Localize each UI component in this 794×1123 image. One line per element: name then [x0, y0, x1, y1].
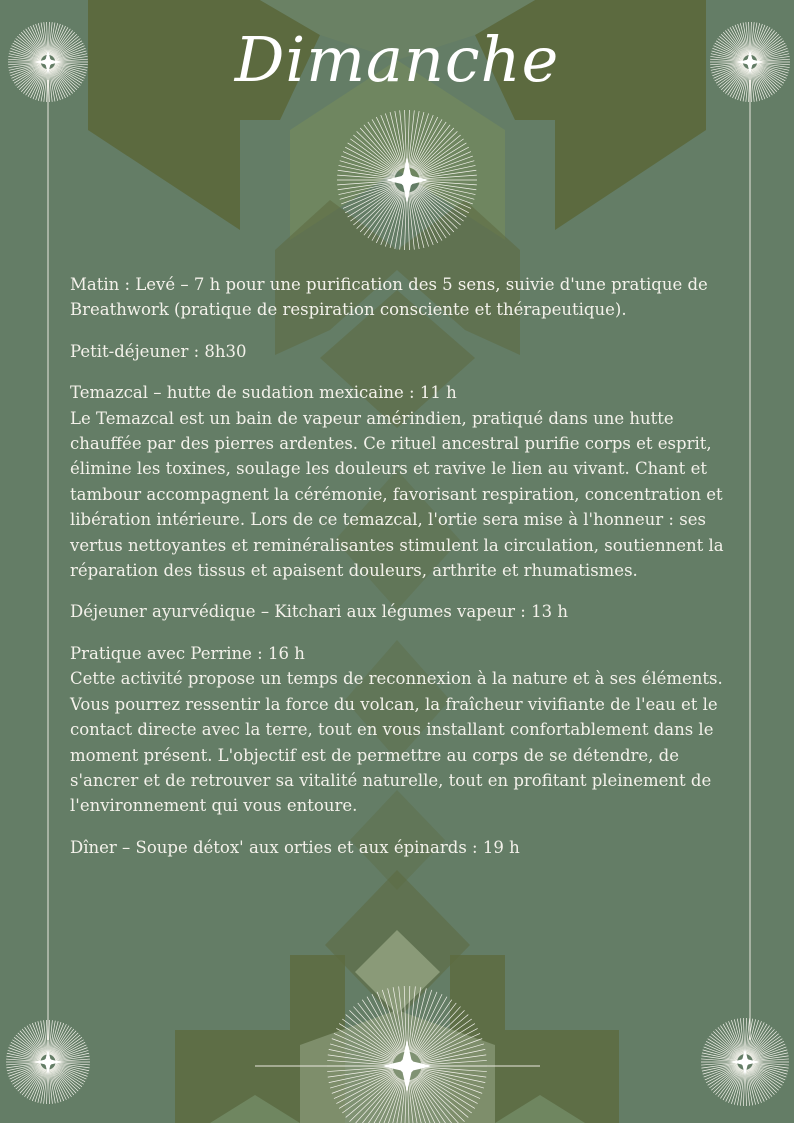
schedule-item-morning: [70, 272, 730, 323]
page-title: Dimanche: [234, 23, 560, 96]
starburst-icon: [701, 1018, 789, 1106]
schedule-item-description: Cette activité propose un temps de reconnexion à la nature et à ses éléments. Vous pourrez ressentir la force du volcan, la fraîcheur vivifiante de l'eau et le contact directe avec la terre, tout en vous installant confortablement dans le moment présent. L'objectif est de permettre au corps de se détendre, de s'ancrer et de retrouver sa vitalité naturelle, tout en profitant pleinement de l'environnement qui vous entoure.: [70, 669, 723, 816]
schedule-item-breakfast: [70, 339, 730, 364]
schedule-item-heading: Déjeuner ayurvédique – Kitchari aux légumes vapeur : 13 h: [70, 602, 568, 622]
schedule-item-heading: Dîner – Soupe détox' aux orties et aux épinards : 19 h: [70, 837, 520, 857]
schedule-item-temazcal: [70, 380, 730, 583]
schedule: [70, 272, 730, 876]
schedule-item-perrine: [70, 641, 730, 819]
schedule-item-heading: Pratique avec Perrine : 16 h: [70, 643, 305, 663]
schedule-item-lunch: [70, 599, 730, 624]
bottom-motif: [175, 870, 619, 1123]
schedule-item-heading: Petit-déjeuner : 8h30: [70, 341, 247, 361]
schedule-item-heading: Matin : Levé – 7 h pour une purification des 5 sens, suivie d'une pratique de Breathwork (pratique de respiration consciente et thérapeutique).: [70, 275, 708, 320]
schedule-item-heading: Temazcal – hutte de sudation mexicaine : 11 h: [70, 383, 457, 403]
schedule-item-description: Le Temazcal est un bain de vapeur amérindien, pratiqué dans une hutte chauffée par des pierres ardentes. Ce rituel ancestral purifie corps et esprit, élimine les toxines, soulage les douleurs et ravive le lien au vivant. Chant et tambour accompagnent la cérémonie, favorisant respiration, concentration et libération intérieure. Lors de ce temazcal, l'ortie sera mise à l'honneur : ses vertus nettoyantes et reminéralisantes stimulent la circulation, soutiennent la réparation des tissus et apaisent douleurs, arthrite et rhumatismes.: [70, 408, 724, 581]
schedule-item-dinner: [70, 835, 730, 860]
